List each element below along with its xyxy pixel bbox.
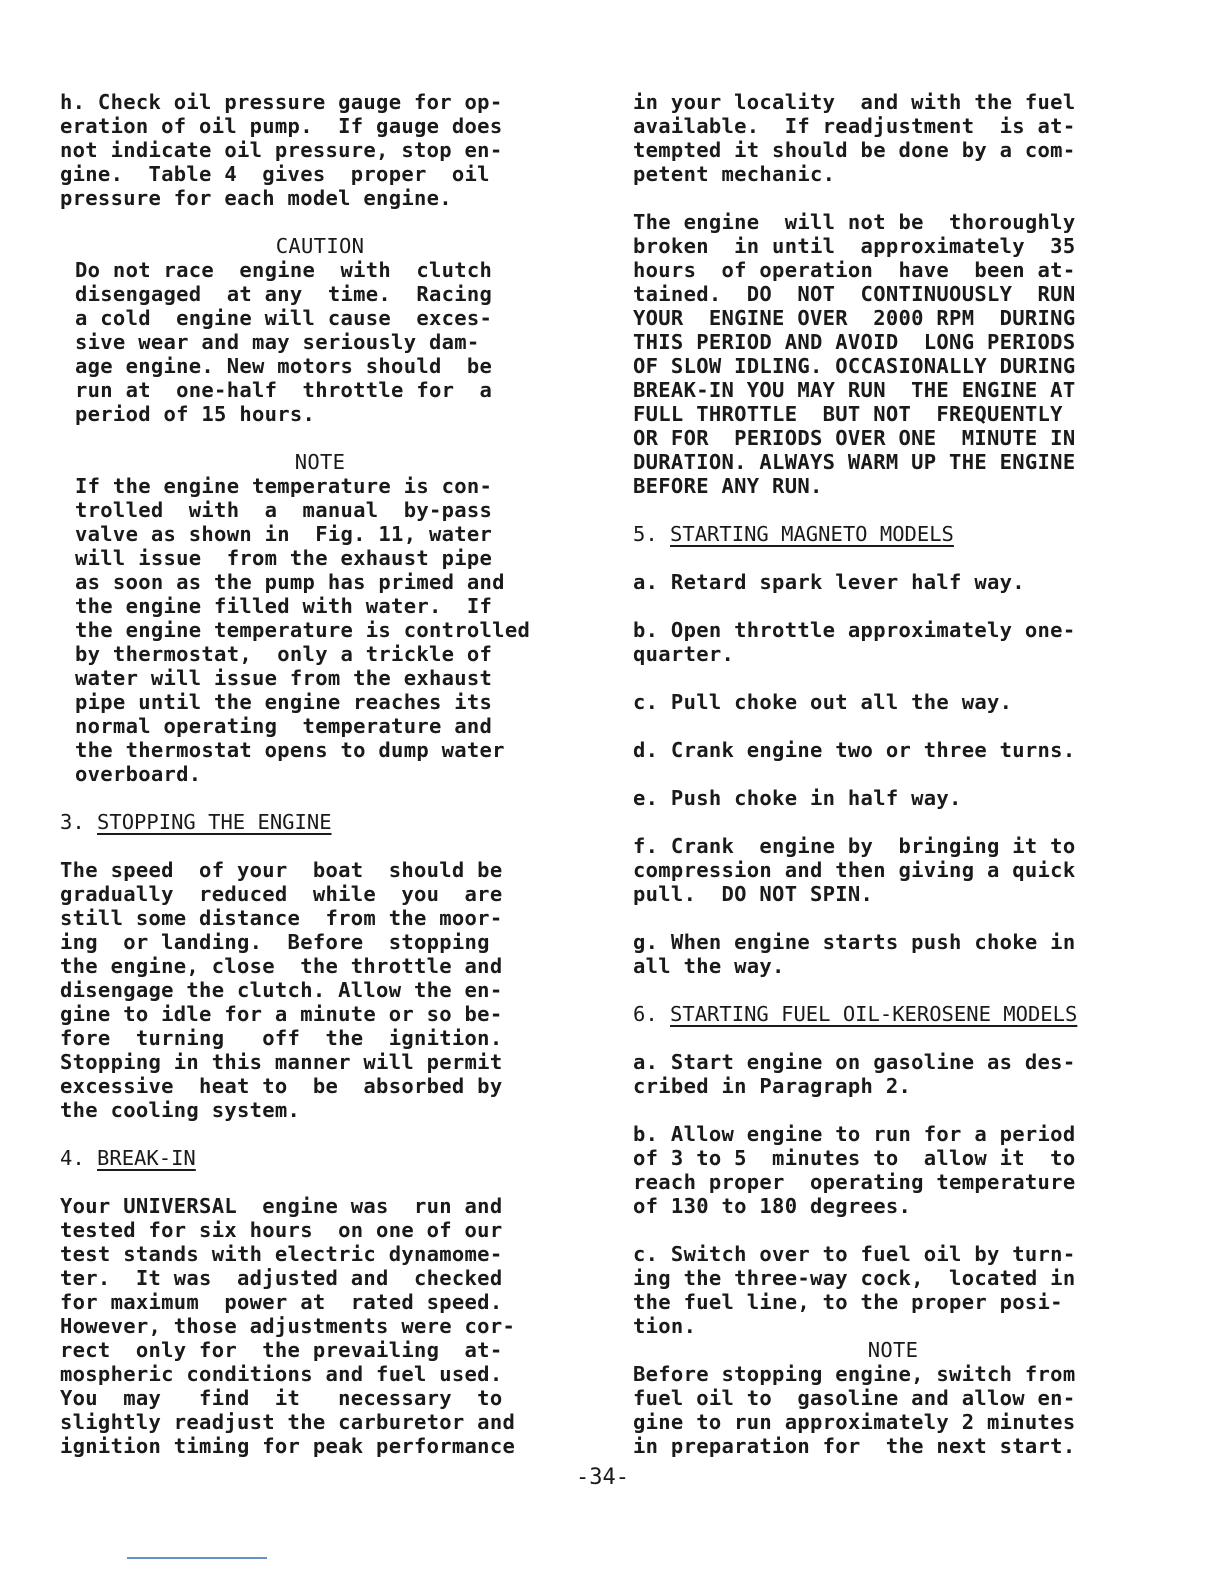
left-column — [60, 90, 580, 1458]
section-5-number: 5. — [633, 522, 658, 546]
section-5-heading — [633, 522, 1153, 546]
note-text: If the engine temperature is con- trolled with a manual by-pass valve as shown in Fig. 11, water will issue from the exhaust pipe as soon as the pump has primed and the engine filled with water. If the engine temperature is controlled by thermostat, only a trickle of water will issue from the exhaust pipe until the engine reaches its normal operating temperature and the thermostat opens to dump water overboard. — [75, 474, 531, 786]
section-6-title: STARTING FUEL OIL-KEROSENE MODELS — [670, 1002, 1078, 1026]
section-4-text: Your UNIVERSAL engine was run and tested for six hours on one of our test stands with electric dynamome- ter. It was adjusted and checked for maximum power at rated speed. However, those adjustments were cor- rect only for the prevailing at- mospheric conditions and fuel used. You may find it necessary to slightly readjust the carburetor and ignition timing for peak performance — [60, 1194, 516, 1458]
paragraph-h: h. Check oil pressure gauge for op- eration of oil pump. If gauge does not indicate oil pressure, stop en- gine. Table 4 gives proper oil pressure for each model engine. — [60, 90, 503, 210]
step-item: e. Push choke in half way. — [633, 786, 962, 810]
step-item: a. Start engine on gasoline as des- cribed in Paragraph 2. — [633, 1050, 1076, 1098]
break-in-text: The engine will not be thoroughly broken in until approximately 35 hours of operation have been at- tained. DO NOT CONTINUOUSLY RUN YOUR ENGINE OVER 2000 RPM DURING THIS PERIOD AND AVOID LONG PERIODS OF SLOW IDLING. OCCASIONALLY DURING BREAK-IN YOU MAY RUN THE ENGINE AT FULL THROTTLE BUT NOT FREQUENTLY OR FOR PERIODS OVER ONE MINUTE IN DURATION. ALWAYS WARM UP THE ENGINE BEFORE ANY RUN. — [633, 210, 1076, 498]
section-4-number: 4. — [60, 1146, 85, 1170]
caution-text: Do not race engine with clutch disengaged at any time. Racing a cold engine will cause exces- sive wear and may seriously dam- age engine. New motors should be run at one-half throttle for a period of 15 hours. — [75, 258, 493, 426]
step-item: a. Retard spark lever half way. — [633, 570, 1025, 594]
step-item: f. Crank engine by bringing it to compression and then giving a quick pull. DO NOT SPIN. — [633, 834, 1076, 906]
note-title: NOTE — [294, 450, 346, 474]
step-item: b. Allow engine to run for a period of 3 to 5 minutes to allow it to reach proper operating temperature of 130 to 180 degrees. — [633, 1122, 1076, 1218]
step-item: d. Crank engine two or three turns. — [633, 738, 1076, 762]
step-item: g. When engine starts push choke in all the way. — [633, 930, 1076, 978]
section-3-text: The speed of your boat should be gradually reduced while you are still some distance from the moor- ing or landing. Before stopping the engine, close the throttle and disengage the clutch. Allow the en- gine to idle for a minute or so be- fore turning off the ignition. Stopping in this manner will permit excessive heat to be absorbed by the cooling system. — [60, 858, 503, 1122]
right-column — [633, 90, 1153, 1458]
page-number: -34- — [576, 1465, 629, 1490]
step-item: b. Open throttle approximately one- quarter. — [633, 618, 1076, 666]
section-6-number: 6. — [633, 1002, 658, 1026]
section-6-steps — [633, 1050, 1153, 1338]
section-3-heading — [60, 810, 580, 834]
section-3-number: 3. — [60, 810, 85, 834]
section-5-title: STARTING MAGNETO MODELS — [670, 522, 954, 546]
note-2-text: Before stopping engine, switch from fuel oil to gasoline and allow en- gine to run approximately 2 minutes in preparation for the next start. — [633, 1362, 1076, 1458]
caution-title: CAUTION — [275, 234, 365, 258]
section-5-steps — [633, 570, 1153, 1002]
section-6-heading — [633, 1002, 1153, 1026]
note-2-title: NOTE — [867, 1338, 919, 1362]
step-item: c. Pull choke out all the way. — [633, 690, 1013, 714]
continued-text: in your locality and with the fuel available. If readjustment is at- tempted it should be done by a com- petent mechanic. — [633, 90, 1076, 186]
footer-rule — [127, 1557, 267, 1559]
section-4-heading — [60, 1146, 580, 1170]
section-4-title: BREAK-IN — [97, 1146, 196, 1170]
step-item: c. Switch over to fuel oil by turn- ing the three-way cock, located in the fuel line, to the proper posi- tion. — [633, 1242, 1076, 1338]
section-3-title: STOPPING THE ENGINE — [97, 810, 332, 834]
